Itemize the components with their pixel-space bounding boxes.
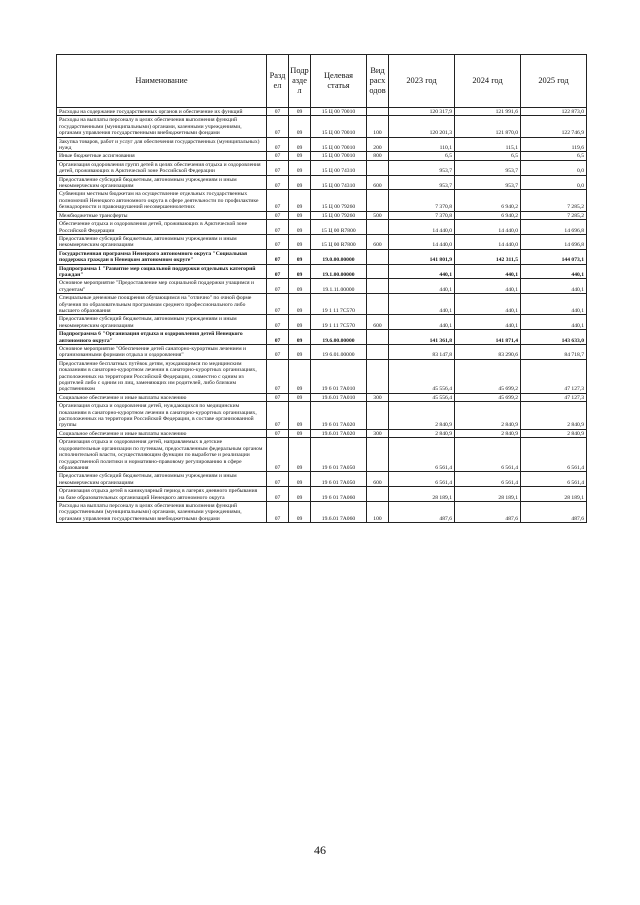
page-number: 46: [314, 843, 326, 857]
cell-razdel: 07: [267, 234, 289, 249]
table-row: [57, 501, 587, 522]
cell-podrazdel: 09: [289, 264, 311, 279]
cell-2024: 953,7: [455, 175, 521, 190]
cell-target-article: 19 6 01 7А020: [311, 402, 367, 430]
cell-name: Иные бюджетные ассигнования: [57, 152, 267, 160]
cell-name: Социальное обеспечение и иные выплаты населению: [57, 429, 267, 437]
cell-target-article: 19 6.01.00000: [311, 345, 367, 360]
cell-2024: 45 699,2: [455, 393, 521, 401]
cell-name: Обеспечение отдыха и оздоровления детей, проживающих в Арктической зоне Российской Федерации: [57, 220, 267, 235]
cell-2024: 83 290,6: [455, 345, 521, 360]
cell-podrazdel: 09: [289, 438, 311, 472]
cell-name: Основное мероприятие "Обеспечение детей санаторно-курортным лечением и организованными формами отдыха и оздоровления": [57, 345, 267, 360]
cell-2024: 6,5: [455, 152, 521, 160]
cell-2025: 7 285,2: [521, 211, 587, 219]
cell-2025: 144 073,1: [521, 249, 587, 264]
table-row: [57, 438, 587, 472]
cell-2025: 440,1: [521, 294, 587, 315]
cell-podrazdel: 09: [289, 487, 311, 502]
cell-2024: 28 189,1: [455, 487, 521, 502]
cell-2023: 45 556,4: [389, 359, 455, 393]
cell-podrazdel: 09: [289, 472, 311, 487]
table-row: [57, 315, 587, 330]
cell-name: Предоставление субсидий бюджетным, автономным учреждениям и иным некоммерческим организациям: [57, 472, 267, 487]
cell-expense-type: 600: [367, 234, 389, 249]
table-row: [57, 175, 587, 190]
cell-2024: 45 699,2: [455, 359, 521, 393]
cell-expense-type: [367, 359, 389, 393]
cell-podrazdel: 09: [289, 315, 311, 330]
cell-razdel: 07: [267, 487, 289, 502]
table-row: [57, 359, 587, 393]
cell-name: Предоставление бесплатных путёвок детям, нуждающимся по медицинским показаниям в санаторно-курортном лечении в санаторно-курортных организациях, расположенных на территории Российской Федерации, совместно с одним из родителей либо с одним из лиц, заменяющих им родителей, либо близким родственником: [57, 359, 267, 393]
cell-2024: 440,1: [455, 315, 521, 330]
cell-target-article: 19.6.00.00000: [311, 330, 367, 345]
cell-podrazdel: 09: [289, 190, 311, 211]
cell-target-article: 19 1 11 7С570: [311, 294, 367, 315]
cell-2025: 7 285,2: [521, 190, 587, 211]
cell-2023: 953,7: [389, 175, 455, 190]
cell-name: Организация отдыха и оздоровления детей, нуждающихся по медицинским показаниям в санаторно-курортном лечении в санаторно-курортных организациях, расположенных на территории Российской Федерации, в составе организованной группы: [57, 402, 267, 430]
cell-2023: 953,7: [389, 160, 455, 175]
cell-name: Предоставление субсидий бюджетным, автономным учреждениям и иным некоммерческим организациям: [57, 315, 267, 330]
table-row: [57, 160, 587, 175]
cell-2025: 119,6: [521, 137, 587, 152]
table-row: [57, 116, 587, 137]
cell-target-article: 15 Ц 00 R7800: [311, 234, 367, 249]
cell-2024: 14 440,0: [455, 220, 521, 235]
cell-razdel: 07: [267, 402, 289, 430]
cell-razdel: 07: [267, 393, 289, 401]
cell-target-article: 19.0.00.00000: [311, 249, 367, 264]
cell-2025: 47 127,3: [521, 359, 587, 393]
cell-name: Специальные денежные поощрения обучающимся на "отлично" по очной форме обучения по образовательным программам среднего профессионального либо высшего образования: [57, 294, 267, 315]
cell-razdel: 07: [267, 279, 289, 294]
cell-name: Организация оздоровления групп детей в целях обеспечения отдыха и оздоровления детей, проживающих в Арктической зоне Российской Федерации: [57, 160, 267, 175]
cell-name: Межбюджетные трансферты: [57, 211, 267, 219]
cell-razdel: 07: [267, 152, 289, 160]
cell-name: Субвенции местным бюджетам на осуществление отдельных государственных полномочий Ненецкого автономного округа в сфере деятельности по профилактике безнадзорности и правонарушений несовершеннолетних: [57, 190, 267, 211]
cell-podrazdel: 09: [289, 108, 311, 116]
cell-2025: 14 696,8: [521, 234, 587, 249]
cell-expense-type: [367, 264, 389, 279]
cell-target-article: 19 6 01 7А050: [311, 472, 367, 487]
cell-2024: 2 840,9: [455, 402, 521, 430]
cell-podrazdel: 09: [289, 249, 311, 264]
cell-expense-type: 600: [367, 175, 389, 190]
cell-2023: 45 556,4: [389, 393, 455, 401]
cell-target-article: 15 Ц 00 79260: [311, 190, 367, 211]
cell-2023: 6,5: [389, 152, 455, 160]
cell-2023: 141 801,9: [389, 249, 455, 264]
header-name: Наименование: [57, 55, 267, 108]
cell-2024: 6 940,2: [455, 190, 521, 211]
header-podrazdel: Подр азде л: [289, 55, 311, 108]
cell-podrazdel: 09: [289, 501, 311, 522]
cell-expense-type: [367, 279, 389, 294]
cell-target-article: 19 6 01 7А010: [311, 359, 367, 393]
cell-2025: 143 633,0: [521, 330, 587, 345]
cell-2025: 6 561,4: [521, 472, 587, 487]
header-2024: 2024 год: [455, 55, 521, 108]
cell-2025: 84 718,7: [521, 345, 587, 360]
table-row: [57, 137, 587, 152]
cell-2024: 487,6: [455, 501, 521, 522]
cell-expense-type: [367, 345, 389, 360]
header-vid: Вид расх одов: [367, 55, 389, 108]
cell-podrazdel: 09: [289, 160, 311, 175]
cell-2025: 2 840,9: [521, 402, 587, 430]
cell-2023: 487,6: [389, 501, 455, 522]
cell-razdel: 07: [267, 175, 289, 190]
cell-expense-type: [367, 190, 389, 211]
table-row: [57, 472, 587, 487]
cell-2023: 28 189,1: [389, 487, 455, 502]
cell-name: Социальное обеспечение и иные выплаты населению: [57, 393, 267, 401]
cell-target-article: 19.6.01 7А020: [311, 429, 367, 437]
cell-2024: 953,7: [455, 160, 521, 175]
cell-2025: 6,5: [521, 152, 587, 160]
table-row: [57, 264, 587, 279]
table-row: [57, 402, 587, 430]
cell-target-article: 19.1.00.00000: [311, 264, 367, 279]
table-row: [57, 393, 587, 401]
cell-target-article: 15 Ц 00 74310: [311, 160, 367, 175]
cell-2024: 440,1: [455, 279, 521, 294]
cell-expense-type: 800: [367, 152, 389, 160]
table-row: [57, 330, 587, 345]
cell-2024: 6 561,4: [455, 472, 521, 487]
table-header-row: [57, 55, 587, 108]
cell-name: Предоставление субсидий бюджетным, автономным учреждениям и иным некоммерческим организациям: [57, 175, 267, 190]
cell-2025: 122 873,0: [521, 108, 587, 116]
cell-razdel: 07: [267, 345, 289, 360]
cell-2025: 0,0: [521, 175, 587, 190]
cell-podrazdel: 09: [289, 116, 311, 137]
cell-name: Расходы на выплаты персоналу в целях обеспечения выполнения функций государственными (муниципальными) органами, казенными учреждениями, органами управления государственными внебюджетными фондами: [57, 501, 267, 522]
cell-razdel: 07: [267, 359, 289, 393]
cell-target-article: 19.6.01 7А010: [311, 393, 367, 401]
cell-name: Государственная программа Ненецкого автономного округа "Социальная поддержка граждан в Ненецком автономном округе": [57, 249, 267, 264]
cell-podrazdel: 09: [289, 330, 311, 345]
cell-podrazdel: 09: [289, 345, 311, 360]
cell-podrazdel: 09: [289, 234, 311, 249]
cell-2025: 440,1: [521, 264, 587, 279]
cell-razdel: 07: [267, 249, 289, 264]
cell-2025: 47 127,3: [521, 393, 587, 401]
table-row: [57, 152, 587, 160]
cell-podrazdel: 09: [289, 137, 311, 152]
cell-name: Подпрограмма 6 "Организация отдыха и оздоровления детей Ненецкого автономного округа": [57, 330, 267, 345]
cell-target-article: 19 6 01 7А060: [311, 487, 367, 502]
cell-name: Закупка товаров, работ и услуг для обеспечения государственных (муниципальных) нужд: [57, 137, 267, 152]
cell-name: Расходы на содержание государственных органов и обеспечение их функций: [57, 108, 267, 116]
cell-target-article: 15 Ц 00 70010: [311, 116, 367, 137]
cell-2023: 2 840,9: [389, 429, 455, 437]
cell-target-article: 15 Ц 00 R7800: [311, 220, 367, 235]
cell-2025: 2 840,9: [521, 429, 587, 437]
table-row: [57, 190, 587, 211]
cell-expense-type: 100: [367, 501, 389, 522]
table-row: [57, 345, 587, 360]
cell-target-article: 15 Ц 00 70010: [311, 108, 367, 116]
cell-2023: 440,1: [389, 279, 455, 294]
cell-2023: 14 440,0: [389, 234, 455, 249]
cell-2024: 115,1: [455, 137, 521, 152]
cell-2025: 487,6: [521, 501, 587, 522]
table-row: [57, 234, 587, 249]
table-row: [57, 249, 587, 264]
cell-target-article: 15 Ц 00 70010: [311, 137, 367, 152]
cell-podrazdel: 09: [289, 429, 311, 437]
cell-razdel: 07: [267, 438, 289, 472]
cell-2024: 141 871,4: [455, 330, 521, 345]
cell-expense-type: 300: [367, 429, 389, 437]
cell-2025: 440,1: [521, 279, 587, 294]
cell-expense-type: [367, 108, 389, 116]
cell-podrazdel: 09: [289, 175, 311, 190]
cell-2024: 2 840,9: [455, 429, 521, 437]
cell-podrazdel: 09: [289, 220, 311, 235]
cell-name: Организация отдыха детей в каникулярный период в лагерях дневного пребывания на базе образовательных организаций Ненецкого автономного округа: [57, 487, 267, 502]
cell-2023: 440,1: [389, 315, 455, 330]
cell-2024: 142 311,5: [455, 249, 521, 264]
cell-target-article: 19 1 11 7С570: [311, 315, 367, 330]
cell-2025: 14 696,8: [521, 220, 587, 235]
cell-2023: 7 370,8: [389, 190, 455, 211]
cell-name: Предоставление субсидий бюджетным, автономным учреждениям и иным некоммерческим организациям: [57, 234, 267, 249]
cell-expense-type: 600: [367, 315, 389, 330]
cell-2023: 83 147,8: [389, 345, 455, 360]
header-2023: 2023 год: [389, 55, 455, 108]
cell-2023: 6 561,4: [389, 438, 455, 472]
cell-name: Расходы на выплаты персоналу в целях обеспечения выполнения функций государственными (муниципальными) органами, казенными учреждениями, органами управления государственными внебюджетными фондами: [57, 116, 267, 137]
cell-expense-type: 100: [367, 116, 389, 137]
header-razdel: Разд ел: [267, 55, 289, 108]
cell-razdel: 07: [267, 220, 289, 235]
cell-razdel: 07: [267, 160, 289, 175]
cell-2023: 120 317,9: [389, 108, 455, 116]
cell-2023: 6 561,4: [389, 472, 455, 487]
table-row: [57, 429, 587, 437]
table-body: [57, 108, 587, 523]
cell-target-article: 19.6.01 7А060: [311, 501, 367, 522]
table-row: [57, 220, 587, 235]
cell-2023: 440,1: [389, 264, 455, 279]
header-statya: Целевая статья: [311, 55, 367, 108]
cell-target-article: 15 Ц 00 79260: [311, 211, 367, 219]
cell-2024: 121 991,6: [455, 108, 521, 116]
cell-razdel: 07: [267, 264, 289, 279]
cell-expense-type: [367, 220, 389, 235]
cell-2024: 440,1: [455, 264, 521, 279]
cell-2024: 440,1: [455, 294, 521, 315]
cell-razdel: 07: [267, 108, 289, 116]
cell-name: Организация отдыха и оздоровления детей, направляемых в детские оздоровительные организации по путевкам, предоставленным федеральным органом исполнительной власти, осуществляющим функции по выработке и реализации государственной политики и нормативно-правовому регулированию в сфере образования: [57, 438, 267, 472]
cell-expense-type: [367, 330, 389, 345]
cell-podrazdel: 09: [289, 359, 311, 393]
cell-expense-type: 200: [367, 137, 389, 152]
cell-target-article: 15 Ц 00 70010: [311, 152, 367, 160]
cell-podrazdel: 09: [289, 294, 311, 315]
cell-razdel: 07: [267, 501, 289, 522]
cell-expense-type: [367, 249, 389, 264]
cell-2023: 14 440,0: [389, 220, 455, 235]
cell-target-article: 19 6 01 7А050: [311, 438, 367, 472]
cell-2024: 6 940,2: [455, 211, 521, 219]
cell-expense-type: 500: [367, 211, 389, 219]
cell-target-article: 15 Ц 00 74310: [311, 175, 367, 190]
budget-table: [56, 54, 587, 523]
cell-2025: 0,0: [521, 160, 587, 175]
cell-2023: 2 840,9: [389, 402, 455, 430]
table-row: [57, 279, 587, 294]
cell-razdel: 07: [267, 137, 289, 152]
table-row: [57, 211, 587, 219]
cell-target-article: 19.1.11.00000: [311, 279, 367, 294]
cell-razdel: 07: [267, 315, 289, 330]
cell-2025: 122 746,9: [521, 116, 587, 137]
cell-name: Подпрограмма 1 "Развитие мер социальной поддержки отдельных категорий граждан": [57, 264, 267, 279]
cell-podrazdel: 09: [289, 211, 311, 219]
cell-razdel: 07: [267, 330, 289, 345]
cell-podrazdel: 09: [289, 279, 311, 294]
cell-expense-type: 600: [367, 472, 389, 487]
cell-expense-type: [367, 438, 389, 472]
cell-podrazdel: 09: [289, 402, 311, 430]
cell-expense-type: [367, 402, 389, 430]
cell-razdel: 07: [267, 116, 289, 137]
cell-razdel: 07: [267, 429, 289, 437]
cell-podrazdel: 09: [289, 393, 311, 401]
table-row: [57, 487, 587, 502]
cell-2025: 440,1: [521, 315, 587, 330]
cell-expense-type: 300: [367, 393, 389, 401]
cell-razdel: 07: [267, 211, 289, 219]
cell-razdel: 07: [267, 294, 289, 315]
cell-podrazdel: 09: [289, 152, 311, 160]
cell-razdel: 07: [267, 472, 289, 487]
cell-2025: 6 561,4: [521, 438, 587, 472]
cell-expense-type: [367, 487, 389, 502]
cell-2023: 440,1: [389, 294, 455, 315]
cell-2023: 120 201,3: [389, 116, 455, 137]
table-row: [57, 294, 587, 315]
cell-2023: 110,1: [389, 137, 455, 152]
cell-2024: 121 870,0: [455, 116, 521, 137]
cell-2023: 141 361,8: [389, 330, 455, 345]
cell-2025: 28 189,1: [521, 487, 587, 502]
cell-2023: 7 370,8: [389, 211, 455, 219]
cell-2024: 14 440,0: [455, 234, 521, 249]
header-2025: 2025 год: [521, 55, 587, 108]
cell-expense-type: [367, 294, 389, 315]
cell-expense-type: [367, 160, 389, 175]
table-row: [57, 108, 587, 116]
cell-2024: 6 561,4: [455, 438, 521, 472]
cell-name: Основное мероприятие "Предоставление мер социальной поддержки учащимся и студентам": [57, 279, 267, 294]
cell-razdel: 07: [267, 190, 289, 211]
